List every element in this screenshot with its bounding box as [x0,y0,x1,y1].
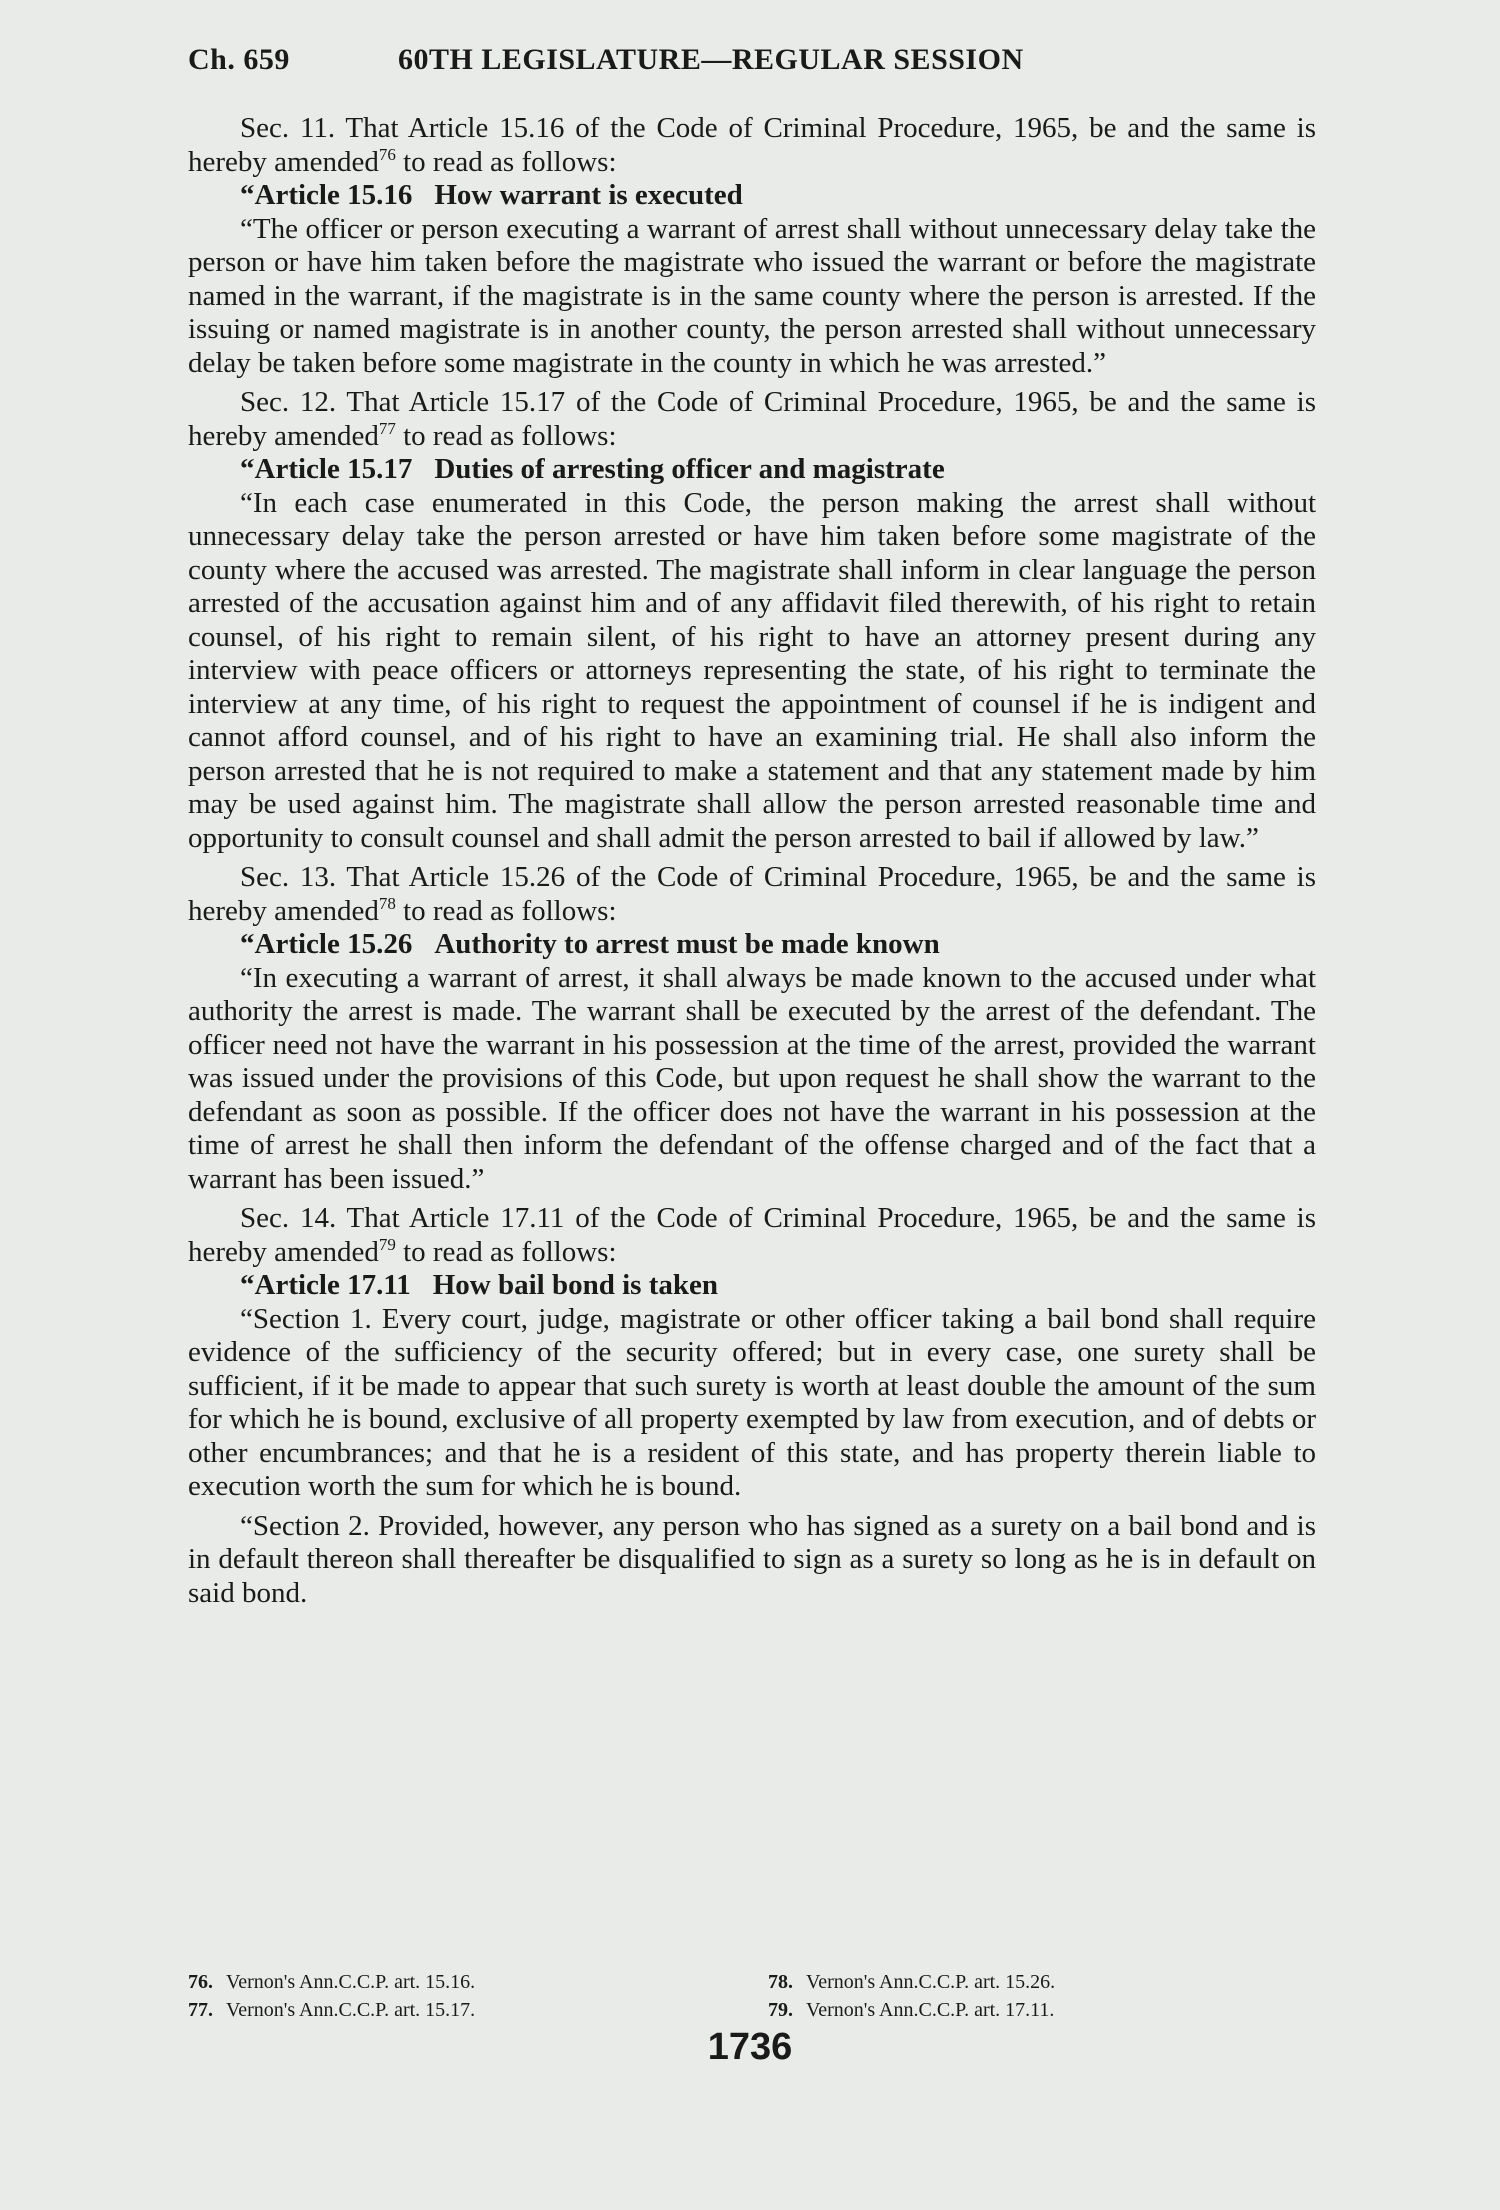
footnote [188,1968,475,1996]
article-number: “Article 15.17 [240,453,413,485]
article-title: How warrant is executed [434,179,743,211]
article-number: “Article 17.11 [240,1269,411,1301]
running-header [188,40,1318,80]
article-number: “Article 15.26 [240,928,413,960]
footnote-text: Vernon's Ann.C.C.P. art. 15.16. [226,1971,476,1993]
article-heading [188,928,1316,962]
chapter-number: Ch. 659 [188,43,290,76]
footnote-number: 77. [188,1999,213,2021]
footnote-ref: 76 [378,144,396,164]
section-intro: Sec. 12. That Article 15.17 of the Code of Criminal Procedure, 1965, be and the same is hereby amended$^{77}$ to read as follows: [188,386,1316,452]
footnote [768,1968,1055,1996]
article-heading [188,179,1316,213]
article-heading [188,453,1316,487]
section-intro: Sec. 13. That Article 15.26 of the Code of Criminal Procedure, 1965, be and the same is hereby amended$^{78}$ to read as follows: [188,861,1316,927]
footnote-ref: 78 [378,893,396,913]
page-number: 1736 [707,2026,793,2068]
article-title: Duties of arresting officer and magistrate [434,453,945,485]
article-text: “Section 1. Every court, judge, magistrate or other officer taking a bail bond shall require evidence of the sufficiency of the security offered; but in every case, one surety shall be sufficient, if it be made to appear that such surety is worth at least double the amount of the sum for which he is bound, exclusive of all property exempted by law from execution, and of debts or other encumbrances; and that he is a resident of this state, and has property therein liable to execution worth the sum for which he is bound. [188,1302,1316,1502]
article-text: “The officer or person executing a warrant of arrest shall without unnecessary delay take the person or have him taken before the magistrate who issued the warrant or before the magistrate named in the warrant, if the magistrate is in the same county where the person is arrested. If the issuing or named magistrate is in another county, the person arrested shall without unnecessary delay be taken before some magistrate in the county in which he was arrested.” [188,212,1316,379]
footnote-text: Vernon's Ann.C.C.P. art. 15.26. [806,1971,1056,1993]
footnote-number: 76. [188,1971,213,1993]
footnote-ref: 79 [378,1234,396,1254]
session-title: 60TH LEGISLATURE—REGULAR SESSION [398,43,1024,76]
article-title: Authority to arrest must be made known [434,928,940,960]
footnote-number: 79. [768,1999,793,2021]
article-number: “Article 15.16 [240,179,413,211]
article-heading [188,1269,1316,1303]
section-13 [188,861,1316,1196]
section-intro: Sec. 14. That Article 17.11 of the Code of Criminal Procedure, 1965, be and the same is hereby amended$^{79}$ to read as follows: [188,1202,1316,1268]
footnote-text: Vernon's Ann.C.C.P. art. 15.17. [226,1999,476,2021]
section-14 [188,1202,1316,1610]
section-11 [188,112,1316,380]
article-text: “In each case enumerated in this Code, the person making the arrest shall without unnecessary delay take the person arrested or have him taken before some magistrate of the county where the accused was arrested. The magistrate shall inform in clear language the person arrested of the accusation against him and of any affidavit filed therewith, of his right to retain counsel, of his right to remain silent, of his right to have an attorney present during any interview with peace officers or attorneys representing the state, of his right to terminate the interview at any time, of his right to request the appointment of counsel if he is indigent and cannot afford counsel, and of his right to have an examining trial. He shall also inform the person arrested that he is not required to make a statement and that any statement made by him may be used against him. The magistrate shall allow the person arrested reasonable time and opportunity to consult counsel and shall admit the person arrested to bail if allowed by law.” [188,486,1316,854]
footnote [188,1996,475,2024]
article-title: How bail bond is taken [432,1269,718,1301]
article-text: “Section 2. Provided, however, any person who has signed as a surety on a bail bond and is in default thereon shall thereafter be disqualified to sign as a surety so long as he is in default on said bond. [188,1509,1316,1609]
footnote-text: Vernon's Ann.C.C.P. art. 17.11. [806,1999,1055,2021]
footnote-number: 78. [768,1971,793,1993]
article-text: “In executing a warrant of arrest, it shall always be made known to the accused under what authority the arrest is made. The warrant shall be executed by the arrest of the defendant. The officer need not have the warrant in his possession at the time of the arrest, provided the warrant was issued under the provisions of this Code, but upon request he shall show the warrant to the defendant as soon as possible. If the officer does not have the warrant in his possession at the time of arrest he shall then inform the defendant of the offense charged and of the fact that a warrant has been issued.” [188,961,1316,1195]
footnote [768,1996,1054,2024]
footnote-ref: 77 [378,418,396,438]
document-body [188,112,1316,1610]
section-12 [188,386,1316,855]
section-intro: Sec. 11. That Article 15.16 of the Code of Criminal Procedure, 1965, be and the same is hereby amended$^{76}$ to read as follows: [188,112,1316,178]
